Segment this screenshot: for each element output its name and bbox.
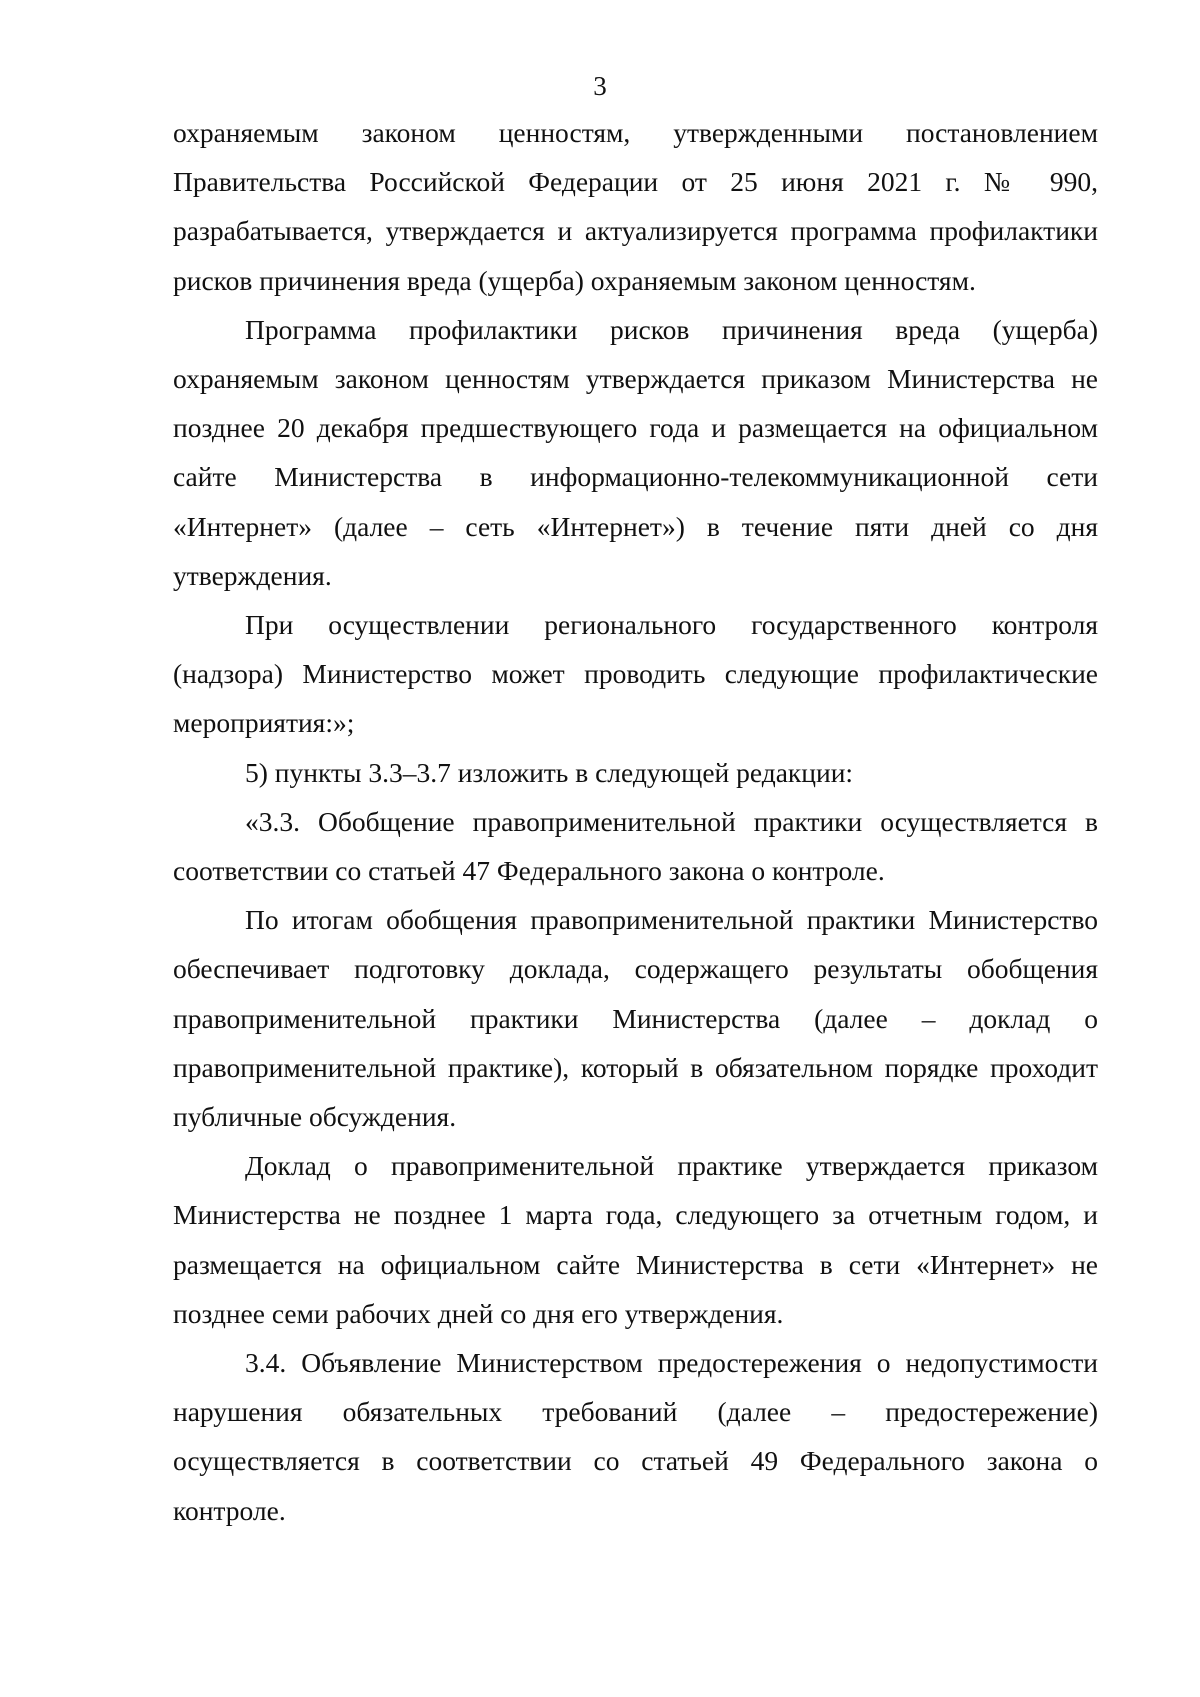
paragraph-item-5: 5) пункты 3.3–3.7 изложить в следующей редакции: bbox=[245, 756, 854, 788]
paragraph-practice-report: По итогам обобщения правоприменительной практики Министерство обеспечивает подготовку доклада, содержащего результаты обобщения правоприменительной практики Министерства (далее – доклад о правоприменительной практике), который в обязательном порядке проходит публичные обсуждения. bbox=[173, 904, 1098, 1133]
paragraph-clause-3-4: 3.4. Объявление Министерством предостережения о недопустимости нарушения обязательных требований (далее – предостережение) осуществляется в соответствии со статьей 49 Федерального закона о контроле. bbox=[173, 1347, 1098, 1526]
paragraph-prevention-program: Программа профилактики рисков причинения вреда (ущерба) охраняемым законом ценностям утверждается приказом Министерства не позднее 20 декабря предшествующего года и размещается на официальном сайте Министерства в информационно-телекоммуникационной сети «Интернет» (далее – сеть «Интернет») в течение пяти дней со дня утверждения. bbox=[173, 313, 1098, 591]
paragraph-continuation: охраняемым законом ценностям, утвержденными постановлением Правительства Российской Федерации от 25 июня 2021 г. № 990, разрабатывается, утверждается и актуализируется программа профилактики рисков причинения вреда (ущерба) охраняемым законом ценностям. bbox=[173, 117, 1098, 296]
paragraph-clause-3-3: «3.3. Обобщение правоприменительной практики осуществляется в соответствии со статьей 47 Федерального закона о контроле. bbox=[173, 805, 1098, 887]
document-body bbox=[173, 108, 1098, 1535]
paragraph-prevention-measures: При осуществлении регионального государственного контроля (надзора) Министерство может проводить следующие профилактические мероприятия:»; bbox=[173, 609, 1098, 739]
page-number: 3 bbox=[593, 71, 607, 101]
paragraph-report-approval: Доклад о правоприменительной практике утверждается приказом Министерства не позднее 1 марта года, следующего за отчетным годом, и размещается на официальном сайте Министерства в сети «Интернет» не позднее семи рабочих дней со дня его утверждения. bbox=[173, 1150, 1098, 1329]
